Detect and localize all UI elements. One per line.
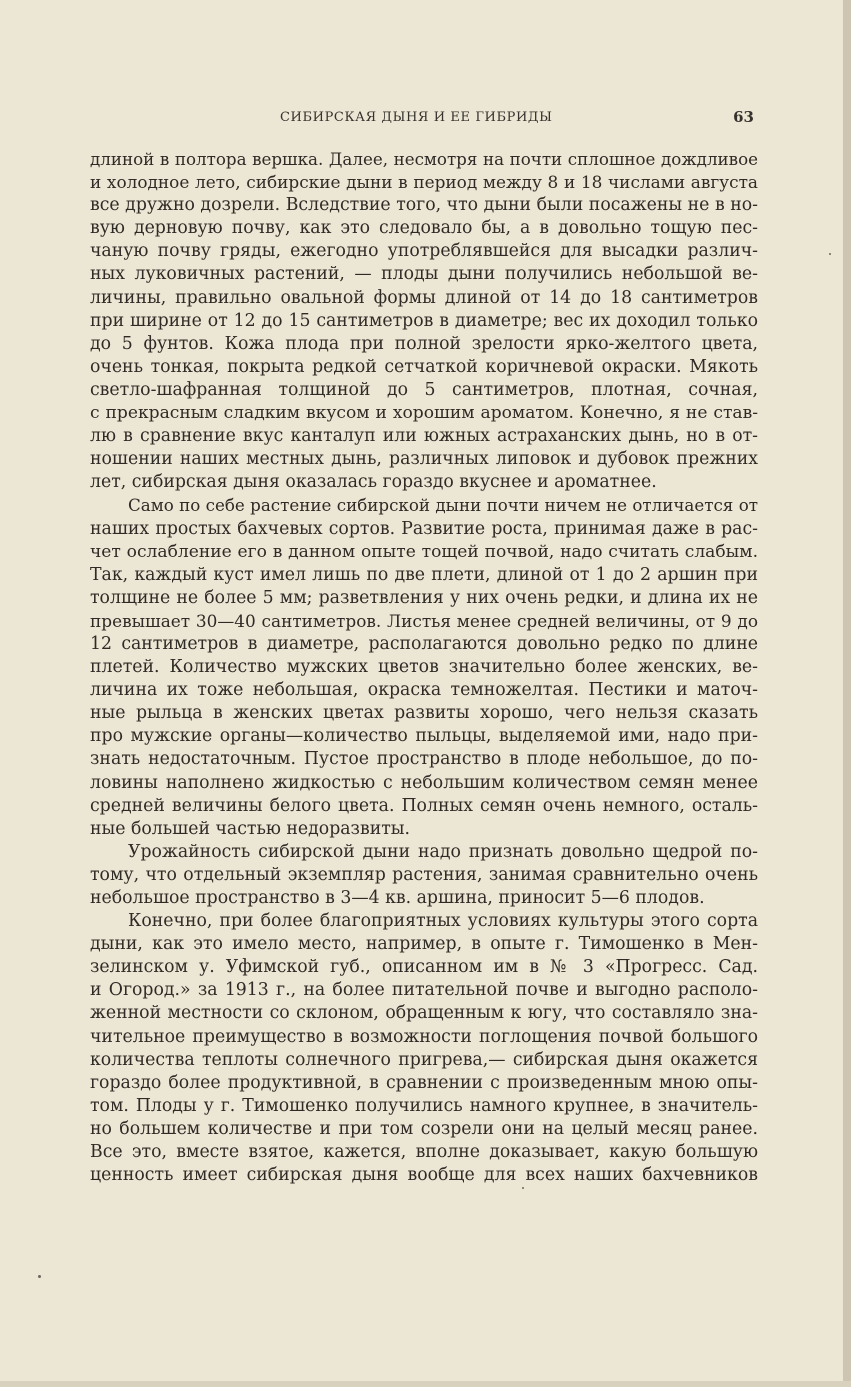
scan-speck [38,1275,41,1278]
text-line: 12 сантиметров в диаметре, располагаются довольно редко по длине [90,633,758,654]
paragraph-3 [90,841,758,910]
scan-speck [829,253,831,255]
paragraph-4 [90,910,758,1187]
text-line: но большем количестве и при том созрели они на целый месяц ранее. [90,1118,758,1139]
text-line: и Огород.» за 1913 г., на более питательной почве и выгодно располо- [90,980,758,1001]
text-line: лю в сравнение вкус канталуп или южных астраханских дынь, но в от- [90,426,758,447]
text-line: ные большей частью недоразвиты. [90,818,411,839]
text-line: количества теплоты солнечного пригрева,— сибирская дыня окажется [90,1049,758,1070]
text-line: про мужские органы—количество пыльцы, выделяемой ими, надо при- [90,726,758,747]
text-line: до 5 фунтов. Кожа плода при полной зрелости ярко-желтого цвета, [90,333,758,354]
text-line: ных луковичных растений, — плоды дыни получились небольшой ве- [90,264,758,285]
text-line: толщине не более 5 мм; разветвления у них очень редки, и длина их не [90,587,758,608]
text-line: личина их тоже небольшая, окраска темножелтая. Пестики и маточ- [90,680,758,701]
text-line: дыни, как это имело место, например, в опыте г. Тимошенко в Мен- [90,934,758,955]
text-line: все дружно дозрели. Вследствие того, что дыни были посажены не в но- [90,195,758,216]
text-line: зелинском у. Уфимской губ., описанном им в № 3 «Прогресс. Сад. [90,957,758,978]
page-number: 63 [733,108,754,126]
text-line: плетей. Количество мужских цветов значительно более женских, ве- [90,657,758,678]
text-line: Само по себе растение сибирской дыни почти ничем не отличается от [128,495,758,516]
text-line: чет ослабление его в данном опыте тощей почвой, надо считать слабым. [90,541,758,562]
text-line: лет, сибирская дыня оказалась гораздо вкуснее и ароматнее. [90,472,657,493]
text-line: ные рыльца в женских цветах развиты хорошо, чего нельзя сказать [90,703,758,724]
text-line: вую дерновую почву, как это следовало бы, а в довольно тощую пес- [90,218,758,239]
text-line: длиной в полтора вершка. Далее, несмотря на почти сплошное дождливое [90,149,758,169]
text-line: знать недостаточным. Пустое пространство в плоде небольшое, до по- [90,749,758,770]
scan-speck [522,1187,524,1189]
text-line: женной местности со склоном, обращенным к югу, что составляло зна- [90,1003,758,1024]
text-line: чительное преимущество в возможности поглощения почвой большого [90,1026,758,1047]
text-line: очень тонкая, покрыта редкой сетчаткой коричневой окраски. Мякоть [90,356,758,377]
running-head: СИБИРСКАЯ ДЫНЯ И ЕЕ ГИБРИДЫ [280,110,553,125]
text-line: и холодное лето, сибирские дыни в период между 8 и 18 числами августа [90,172,758,193]
text-line: средней величины белого цвета. Полных семян очень немного, осталь- [90,795,758,816]
text-line: наших простых бахчевых сортов. Развитие роста, принимая даже в рас- [90,518,758,539]
text-line: гораздо более продуктивной, в сравнении с произведенным мною опы- [90,1072,758,1093]
page-bottom-edge [0,1381,851,1387]
text-line: при ширине от 12 до 15 сантиметров в диаметре; вес их доходил только [90,310,758,331]
text-line: личины, правильно овальной формы длиной от 14 до 18 сантиметров [90,287,758,308]
text-line: Урожайность сибирской дыни надо признать довольно щедрой по- [128,841,758,862]
paragraph-1 [90,148,758,494]
text-line: с прекрасным сладким вкусом и хорошим ароматом. Конечно, я не став- [90,403,758,424]
text-line: чаную почву гряды, ежегодно употреблявшейся для высадки различ- [90,241,758,262]
paragraph-2 [90,494,758,840]
page-header [90,108,758,130]
text-line: небольшое пространство в 3—4 кв. аршина, приносит 5—6 плодов. [90,888,705,908]
text-line: тому, что отдельный экземпляр растения, занимая сравнительно очень [90,864,758,885]
body-text [90,148,758,1187]
text-line: Так, каждый куст имел лишь по две плети, длиной от 1 до 2 аршин при [90,564,758,585]
text-line: том. Плоды у г. Тимошенко получились намного крупнее, в значитель- [90,1095,758,1116]
text-line: превышает 30—40 сантиметров. Листья менее средней величины, от 9 до [90,610,758,631]
text-line: Все это, вместе взятое, кажется, вполне доказывает, какую большую [90,1142,758,1163]
page-edge-shadow [843,0,851,1387]
text-line: светло-шафранная толщиной до 5 сантиметров, плотная, сочная, [90,379,758,400]
text-line: ценность имеет сибирская дыня вообще для всех наших бахчевников [90,1165,758,1186]
text-line: Конечно, при более благоприятных условиях культуры этого сорта [128,911,758,932]
text-line: ловины наполнено жидкостью с небольшим количеством семян менее [90,772,758,793]
text-line: ношении наших местных дынь, различных липовок и дубовок прежних [90,449,758,470]
